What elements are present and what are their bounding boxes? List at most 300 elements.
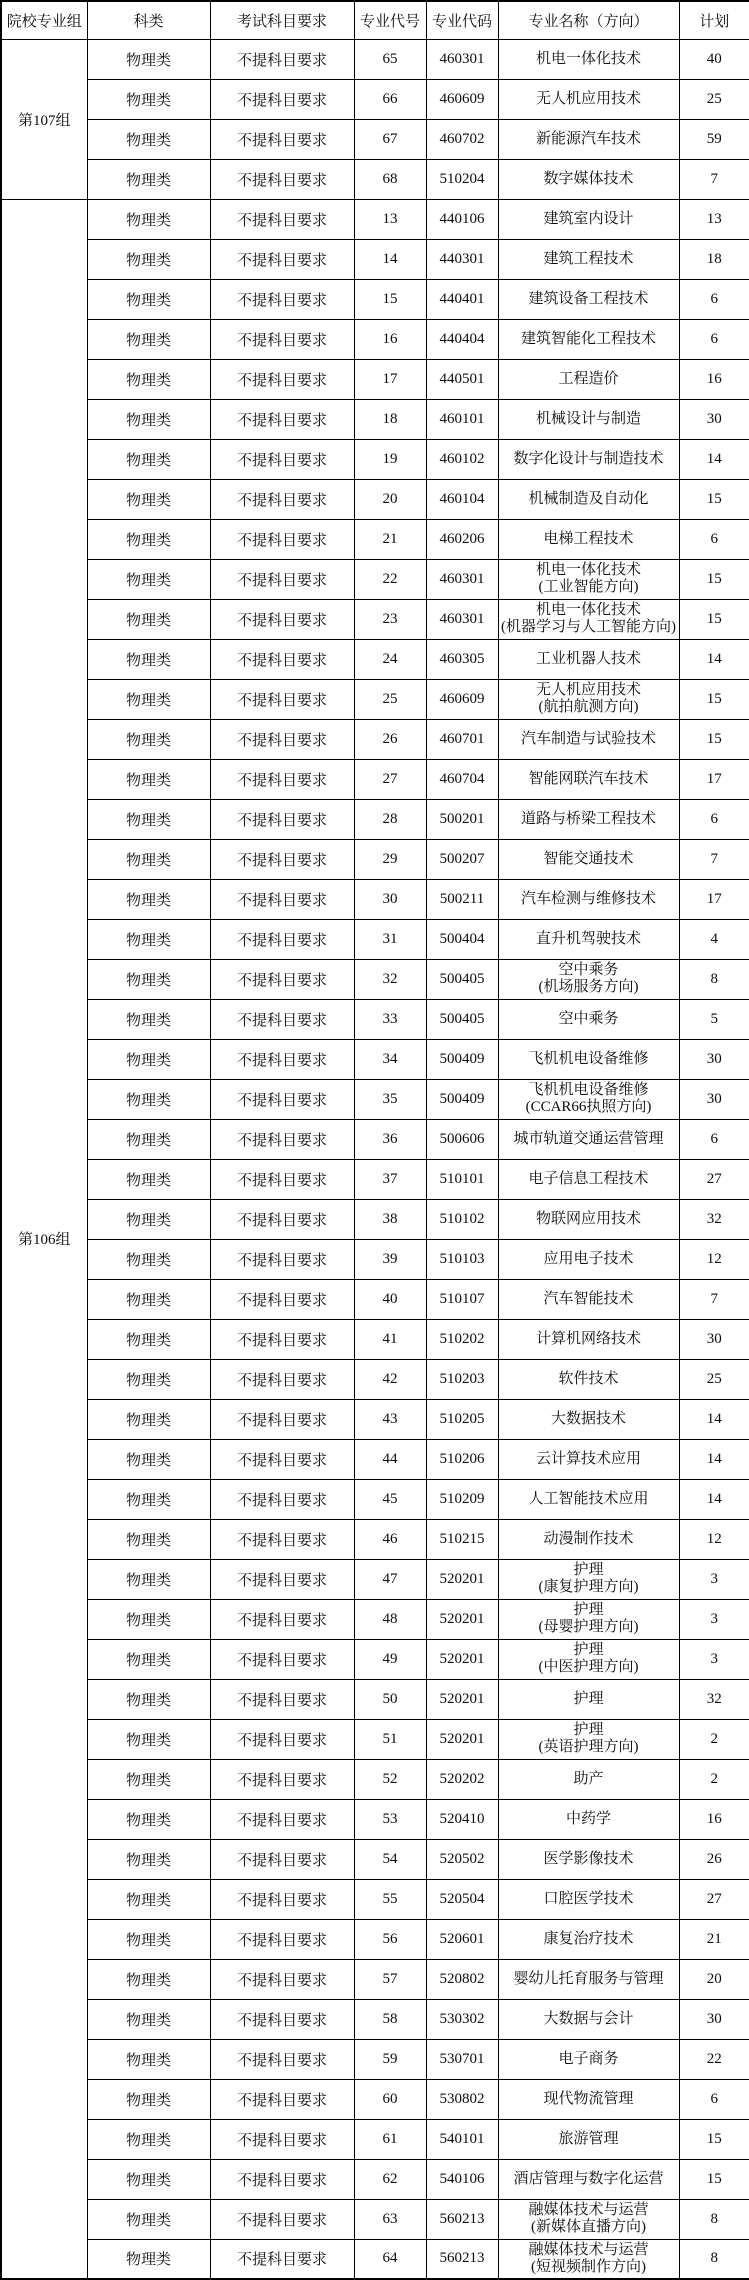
- major-code-cell: 500606: [426, 1119, 498, 1159]
- subject-category-cell: 物理类: [87, 759, 210, 799]
- major-code-cell: 460301: [426, 559, 498, 599]
- exam-requirement-cell: 不提科目要求: [210, 119, 354, 159]
- major-name-line: 机电一体化技术: [535, 50, 641, 67]
- major-name-line: 建筑设备工程技术: [528, 290, 649, 307]
- table-row: [1, 359, 749, 399]
- major-no-cell: 31: [354, 919, 426, 959]
- major-no-cell: 49: [354, 1639, 426, 1679]
- exam-requirement-cell: 不提科目要求: [210, 839, 354, 879]
- subject-category-cell: 物理类: [87, 839, 210, 879]
- major-name-cell: [498, 999, 679, 1039]
- major-code-cell: 460102: [426, 439, 498, 479]
- major-no-cell: 42: [354, 1359, 426, 1399]
- major-code-cell: 460104: [426, 479, 498, 519]
- major-name-line: 助产: [573, 1770, 604, 1787]
- table-row: [1, 1719, 749, 1759]
- exam-requirement-cell: 不提科目要求: [210, 439, 354, 479]
- subject-category-cell: 物理类: [87, 679, 210, 719]
- header-row: [1, 1, 749, 39]
- plan-cell: 17: [679, 759, 749, 799]
- major-name-line: 建筑室内设计: [543, 210, 634, 227]
- major-name-cell: [498, 1839, 679, 1879]
- major-code-cell: 560213: [426, 2199, 498, 2239]
- header-major-code: 专业代码: [426, 1, 498, 39]
- exam-requirement-cell: 不提科目要求: [210, 2199, 354, 2239]
- plan-cell: 30: [679, 1319, 749, 1359]
- major-name-cell: [498, 119, 679, 159]
- table-row: [1, 679, 749, 719]
- major-code-cell: 530302: [426, 1999, 498, 2039]
- major-no-cell: 64: [354, 2239, 426, 2279]
- plan-cell: 18: [679, 239, 749, 279]
- plan-cell: 6: [679, 799, 749, 839]
- major-no-cell: 30: [354, 879, 426, 919]
- major-name-cell: [498, 959, 679, 999]
- major-code-cell: 530802: [426, 2079, 498, 2119]
- plan-cell: 25: [679, 1359, 749, 1399]
- major-code-cell: 500207: [426, 839, 498, 879]
- major-name-cell: [498, 1199, 679, 1239]
- major-name-line: 口腔医学技术: [543, 1890, 634, 1907]
- exam-requirement-cell: 不提科目要求: [210, 799, 354, 839]
- major-name-line: 旅游管理: [558, 2130, 619, 2147]
- major-name-cell: [498, 2199, 679, 2239]
- subject-category-cell: 物理类: [87, 439, 210, 479]
- subject-category-cell: 物理类: [87, 799, 210, 839]
- major-no-cell: 34: [354, 1039, 426, 1079]
- major-code-cell: 440404: [426, 319, 498, 359]
- table-row: [1, 1479, 749, 1519]
- plan-cell: 26: [679, 1839, 749, 1879]
- major-no-cell: 48: [354, 1599, 426, 1639]
- major-code-cell: 510202: [426, 1319, 498, 1359]
- major-name-line: 智能交通技术: [543, 850, 634, 867]
- header-plan: 计划: [679, 1, 749, 39]
- major-name-cell: [498, 159, 679, 199]
- plan-cell: 6: [679, 1119, 749, 1159]
- major-name-line: 汽车检测与维修技术: [520, 890, 656, 907]
- subject-category-cell: 物理类: [87, 79, 210, 119]
- major-name-cell: [498, 879, 679, 919]
- major-no-cell: 58: [354, 1999, 426, 2039]
- major-name-cell: [498, 1759, 679, 1799]
- plan-cell: 3: [679, 1559, 749, 1599]
- subject-category-cell: 物理类: [87, 2239, 210, 2279]
- exam-requirement-cell: 不提科目要求: [210, 519, 354, 559]
- major-no-cell: 65: [354, 39, 426, 79]
- exam-requirement-cell: 不提科目要求: [210, 39, 354, 79]
- table-row: [1, 2039, 749, 2079]
- major-no-cell: 22: [354, 559, 426, 599]
- major-name-cell: [498, 319, 679, 359]
- subject-category-cell: 物理类: [87, 1079, 210, 1119]
- major-code-cell: 520410: [426, 1799, 498, 1839]
- subject-category-cell: 物理类: [87, 2159, 210, 2199]
- table-row: [1, 1679, 749, 1719]
- plan-cell: 30: [679, 1039, 749, 1079]
- major-name-cell: [498, 399, 679, 439]
- major-name-cell: [498, 79, 679, 119]
- subject-category-cell: 物理类: [87, 2199, 210, 2239]
- major-code-cell: 520201: [426, 1719, 498, 1759]
- plan-cell: 15: [679, 559, 749, 599]
- major-no-cell: 27: [354, 759, 426, 799]
- major-name-cell: [498, 1159, 679, 1199]
- plan-cell: 30: [679, 1999, 749, 2039]
- major-name-line: (工业智能方向): [538, 579, 639, 595]
- subject-category-cell: 物理类: [87, 159, 210, 199]
- major-name-line: (CCAR66执照方向): [525, 1099, 652, 1115]
- major-code-cell: 520202: [426, 1759, 498, 1799]
- table-row: [1, 599, 749, 639]
- plan-cell: 12: [679, 1239, 749, 1279]
- major-name-line: 计算机网络技术: [535, 1330, 641, 1347]
- major-name-line: 融媒体技术与运营: [528, 2202, 649, 2218]
- major-code-cell: 540101: [426, 2119, 498, 2159]
- table-row: [1, 879, 749, 919]
- major-name-line: 物联网应用技术: [535, 1210, 641, 1227]
- plan-cell: 40: [679, 39, 749, 79]
- subject-category-cell: 物理类: [87, 1839, 210, 1879]
- major-code-cell: 500409: [426, 1039, 498, 1079]
- major-name-cell: [498, 1399, 679, 1439]
- table-row: [1, 1559, 749, 1599]
- major-name-line: 医学影像技术: [543, 1850, 634, 1867]
- exam-requirement-cell: 不提科目要求: [210, 1319, 354, 1359]
- plan-cell: 8: [679, 2199, 749, 2239]
- major-code-cell: 500211: [426, 879, 498, 919]
- major-name-line: 护理: [573, 1690, 604, 1707]
- exam-requirement-cell: 不提科目要求: [210, 1079, 354, 1119]
- major-name-line: (母婴护理方向): [538, 1619, 639, 1635]
- subject-category-cell: 物理类: [87, 1559, 210, 1599]
- exam-requirement-cell: 不提科目要求: [210, 719, 354, 759]
- subject-category-cell: 物理类: [87, 479, 210, 519]
- table-row: [1, 799, 749, 839]
- major-no-cell: 23: [354, 599, 426, 639]
- major-code-cell: 520502: [426, 1839, 498, 1879]
- exam-requirement-cell: 不提科目要求: [210, 159, 354, 199]
- major-no-cell: 47: [354, 1559, 426, 1599]
- table-row: [1, 1519, 749, 1559]
- major-no-cell: 35: [354, 1079, 426, 1119]
- major-name-line: 婴幼儿托育服务与管理: [513, 1970, 664, 1987]
- subject-category-cell: 物理类: [87, 1719, 210, 1759]
- table-row: [1, 1279, 749, 1319]
- plan-cell: 14: [679, 1439, 749, 1479]
- major-name-line: 护理: [573, 1722, 604, 1738]
- plan-cell: 16: [679, 1799, 749, 1839]
- subject-category-cell: 物理类: [87, 1519, 210, 1559]
- subject-category-cell: 物理类: [87, 1119, 210, 1159]
- plan-cell: 6: [679, 519, 749, 559]
- major-name-line: 空中乘务: [558, 1010, 619, 1027]
- major-code-cell: 460301: [426, 599, 498, 639]
- major-name-cell: [498, 1079, 679, 1119]
- major-code-cell: 460609: [426, 679, 498, 719]
- major-name-line: 电子信息工程技术: [528, 1170, 649, 1187]
- subject-category-cell: 物理类: [87, 239, 210, 279]
- table-header: [1, 1, 749, 39]
- major-name-line: 无人机应用技术: [535, 90, 641, 107]
- exam-requirement-cell: 不提科目要求: [210, 1199, 354, 1239]
- major-name-line: 直升机驾驶技术: [535, 930, 641, 947]
- table-row: [1, 2199, 749, 2239]
- major-name-line: (新媒体直播方向): [531, 2219, 646, 2235]
- major-no-cell: 39: [354, 1239, 426, 1279]
- subject-category-cell: 物理类: [87, 1399, 210, 1439]
- major-name-line: 城市轨道交通运营管理: [513, 1130, 664, 1147]
- subject-category-cell: 物理类: [87, 519, 210, 559]
- major-no-cell: 32: [354, 959, 426, 999]
- table-row: [1, 1959, 749, 1999]
- exam-requirement-cell: 不提科目要求: [210, 639, 354, 679]
- major-name-cell: [498, 479, 679, 519]
- exam-requirement-cell: 不提科目要求: [210, 999, 354, 1039]
- major-no-cell: 24: [354, 639, 426, 679]
- exam-requirement-cell: 不提科目要求: [210, 1799, 354, 1839]
- plan-cell: 32: [679, 1199, 749, 1239]
- exam-requirement-cell: 不提科目要求: [210, 1919, 354, 1959]
- exam-requirement-cell: 不提科目要求: [210, 319, 354, 359]
- subject-category-cell: 物理类: [87, 319, 210, 359]
- plan-cell: 7: [679, 159, 749, 199]
- major-code-cell: 510103: [426, 1239, 498, 1279]
- major-code-cell: 510101: [426, 1159, 498, 1199]
- exam-requirement-cell: 不提科目要求: [210, 1119, 354, 1159]
- major-name-cell: [498, 1039, 679, 1079]
- major-code-cell: 520201: [426, 1679, 498, 1719]
- table-row: [1, 479, 749, 519]
- plan-cell: 15: [679, 599, 749, 639]
- subject-category-cell: 物理类: [87, 359, 210, 399]
- subject-category-cell: 物理类: [87, 1759, 210, 1799]
- table-row: [1, 2239, 749, 2279]
- major-no-cell: 17: [354, 359, 426, 399]
- table-row: [1, 239, 749, 279]
- subject-category-cell: 物理类: [87, 1799, 210, 1839]
- major-no-cell: 26: [354, 719, 426, 759]
- table-row: [1, 1319, 749, 1359]
- major-name-cell: [498, 39, 679, 79]
- table-row: [1, 1879, 749, 1919]
- major-no-cell: 41: [354, 1319, 426, 1359]
- subject-category-cell: 物理类: [87, 999, 210, 1039]
- major-code-cell: 500201: [426, 799, 498, 839]
- subject-category-cell: 物理类: [87, 1039, 210, 1079]
- subject-category-cell: 物理类: [87, 599, 210, 639]
- plan-cell: 14: [679, 439, 749, 479]
- major-name-line: 工业机器人技术: [535, 650, 641, 667]
- plan-cell: 14: [679, 1479, 749, 1519]
- major-no-cell: 44: [354, 1439, 426, 1479]
- exam-requirement-cell: 不提科目要求: [210, 1679, 354, 1719]
- table-row: [1, 1239, 749, 1279]
- major-name-cell: [498, 2239, 679, 2279]
- table-row: [1, 1119, 749, 1159]
- table-row: [1, 1799, 749, 1839]
- exam-requirement-cell: 不提科目要求: [210, 1279, 354, 1319]
- major-name-line: 飞机机电设备维修: [528, 1050, 649, 1067]
- exam-requirement-cell: 不提科目要求: [210, 1039, 354, 1079]
- plan-cell: 7: [679, 839, 749, 879]
- major-code-cell: 440106: [426, 199, 498, 239]
- table-row: [1, 1599, 749, 1639]
- exam-requirement-cell: 不提科目要求: [210, 2159, 354, 2199]
- major-code-cell: 500405: [426, 999, 498, 1039]
- major-no-cell: 50: [354, 1679, 426, 1719]
- table-row: [1, 959, 749, 999]
- exam-requirement-cell: 不提科目要求: [210, 1559, 354, 1599]
- major-name-line: 融媒体技术与运营: [528, 2241, 649, 2258]
- plan-cell: 15: [679, 679, 749, 719]
- major-name-line: 数字媒体技术: [543, 170, 634, 187]
- major-no-cell: 21: [354, 519, 426, 559]
- major-code-cell: 510204: [426, 159, 498, 199]
- major-no-cell: 38: [354, 1199, 426, 1239]
- major-no-cell: 40: [354, 1279, 426, 1319]
- subject-category-cell: 物理类: [87, 1159, 210, 1199]
- table-row: [1, 519, 749, 559]
- major-name-line: 建筑智能化工程技术: [520, 330, 656, 347]
- major-name-line: 新能源汽车技术: [535, 130, 641, 147]
- major-name-cell: [498, 1559, 679, 1599]
- plan-cell: 30: [679, 1079, 749, 1119]
- table-row: [1, 839, 749, 879]
- major-name-cell: [498, 2119, 679, 2159]
- plan-cell: 6: [679, 319, 749, 359]
- major-code-cell: 500405: [426, 959, 498, 999]
- major-code-cell: 560213: [426, 2239, 498, 2279]
- major-name-line: (机器学习与人工智能方向): [501, 619, 676, 635]
- major-code-cell: 460704: [426, 759, 498, 799]
- plan-cell: 6: [679, 2079, 749, 2119]
- exam-requirement-cell: 不提科目要求: [210, 879, 354, 919]
- major-no-cell: 60: [354, 2079, 426, 2119]
- major-name-line: 建筑工程技术: [543, 250, 634, 267]
- table-row: [1, 919, 749, 959]
- subject-category-cell: 物理类: [87, 2039, 210, 2079]
- major-name-line: (机场服务方向): [538, 979, 639, 995]
- major-name-line: 人工智能技术应用: [528, 1490, 649, 1507]
- major-no-cell: 54: [354, 1839, 426, 1879]
- major-name-cell: [498, 1879, 679, 1919]
- major-name-cell: [498, 359, 679, 399]
- major-name-line: 飞机机电设备维修: [528, 1082, 649, 1098]
- major-code-cell: 510203: [426, 1359, 498, 1399]
- subject-category-cell: 物理类: [87, 1319, 210, 1359]
- exam-requirement-cell: 不提科目要求: [210, 399, 354, 439]
- plan-cell: 22: [679, 2039, 749, 2079]
- major-code-cell: 510107: [426, 1279, 498, 1319]
- major-name-line: 护理: [573, 1562, 604, 1578]
- major-no-cell: 57: [354, 1959, 426, 1999]
- major-name-cell: [498, 1279, 679, 1319]
- major-name-line: 机电一体化技术: [535, 562, 641, 578]
- plan-cell: 2: [679, 1719, 749, 1759]
- major-name-line: (英语护理方向): [538, 1739, 639, 1755]
- subject-category-cell: 物理类: [87, 559, 210, 599]
- plan-cell: 6: [679, 279, 749, 319]
- subject-category-cell: 物理类: [87, 199, 210, 239]
- table-row: [1, 159, 749, 199]
- exam-requirement-cell: 不提科目要求: [210, 1839, 354, 1879]
- exam-requirement-cell: 不提科目要求: [210, 1479, 354, 1519]
- major-name-cell: [498, 1239, 679, 1279]
- exam-requirement-cell: 不提科目要求: [210, 1399, 354, 1439]
- major-name-line: 电梯工程技术: [543, 530, 634, 547]
- major-name-line: (短视频制作方向): [531, 2258, 646, 2275]
- subject-category-cell: 物理类: [87, 1919, 210, 1959]
- exam-requirement-cell: 不提科目要求: [210, 479, 354, 519]
- exam-requirement-cell: 不提科目要求: [210, 199, 354, 239]
- major-name-line: (康复护理方向): [538, 1579, 639, 1595]
- major-no-cell: 53: [354, 1799, 426, 1839]
- plan-cell: 8: [679, 959, 749, 999]
- major-name-cell: [498, 239, 679, 279]
- plan-cell: 17: [679, 879, 749, 919]
- major-code-cell: 460206: [426, 519, 498, 559]
- table-row: [1, 639, 749, 679]
- major-code-cell: 510206: [426, 1439, 498, 1479]
- major-name-cell: [498, 199, 679, 239]
- plan-cell: 5: [679, 999, 749, 1039]
- subject-category-cell: 物理类: [87, 959, 210, 999]
- plan-cell: 25: [679, 79, 749, 119]
- table-row: [1, 1999, 749, 2039]
- subject-category-cell: 物理类: [87, 879, 210, 919]
- major-name-line: 汽车制造与试验技术: [520, 730, 656, 747]
- table-row: [1, 79, 749, 119]
- major-name-cell: [498, 1639, 679, 1679]
- major-no-cell: 33: [354, 999, 426, 1039]
- table-row: [1, 1079, 749, 1119]
- major-name-cell: [498, 519, 679, 559]
- major-no-cell: 46: [354, 1519, 426, 1559]
- subject-category-cell: 物理类: [87, 1999, 210, 2039]
- table-row: [1, 2159, 749, 2199]
- major-name-cell: [498, 1959, 679, 1999]
- table-row: [1, 1439, 749, 1479]
- exam-requirement-cell: 不提科目要求: [210, 759, 354, 799]
- table-row: [1, 759, 749, 799]
- major-name-cell: [498, 1479, 679, 1519]
- exam-requirement-cell: 不提科目要求: [210, 2039, 354, 2079]
- major-code-cell: 520802: [426, 1959, 498, 1999]
- plan-cell: 8: [679, 2239, 749, 2279]
- subject-category-cell: 物理类: [87, 1239, 210, 1279]
- plan-cell: 30: [679, 399, 749, 439]
- major-code-cell: 460702: [426, 119, 498, 159]
- table-row: [1, 439, 749, 479]
- subject-category-cell: 物理类: [87, 1479, 210, 1519]
- major-name-cell: [498, 2039, 679, 2079]
- major-name-line: 大数据技术: [550, 1410, 626, 1427]
- major-code-cell: 520504: [426, 1879, 498, 1919]
- table-row: [1, 999, 749, 1039]
- major-name-line: 护理: [573, 1642, 604, 1658]
- major-name-line: 机械制造及自动化: [528, 490, 649, 507]
- plan-cell: 15: [679, 479, 749, 519]
- exam-requirement-cell: 不提科目要求: [210, 1639, 354, 1679]
- subject-category-cell: 物理类: [87, 119, 210, 159]
- subject-category-cell: 物理类: [87, 1639, 210, 1679]
- major-no-cell: 66: [354, 79, 426, 119]
- group-label-cell: 第107组: [1, 39, 87, 199]
- subject-category-cell: 物理类: [87, 2119, 210, 2159]
- major-name-line: 智能网联汽车技术: [528, 770, 649, 787]
- major-name-cell: [498, 799, 679, 839]
